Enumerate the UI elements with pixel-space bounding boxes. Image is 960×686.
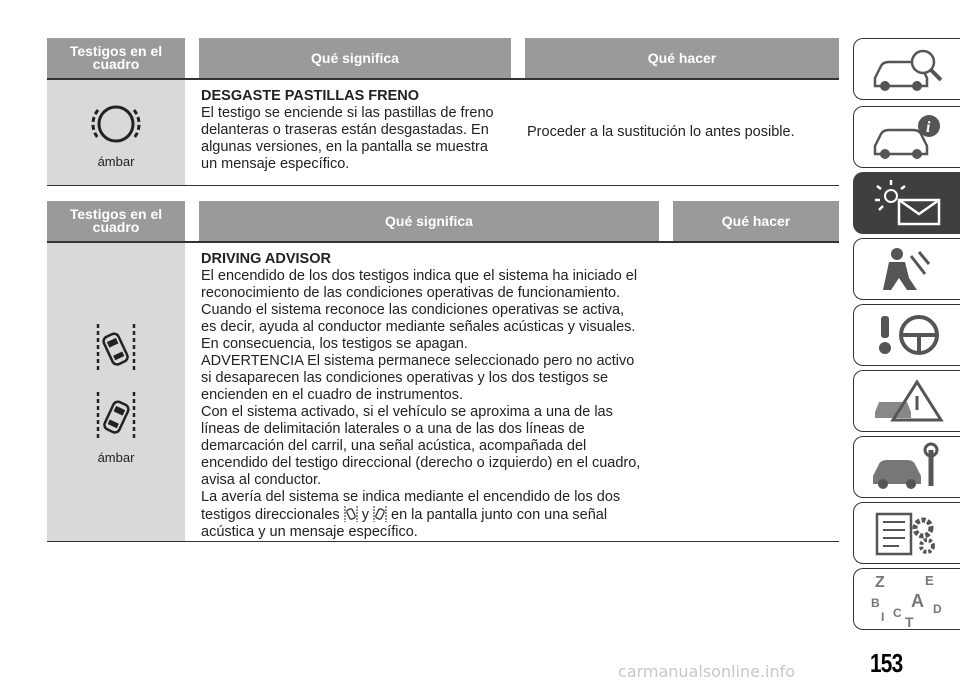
- tab-car-info[interactable]: [853, 106, 960, 168]
- tab-starting-driving[interactable]: [853, 304, 960, 366]
- tab-technical-data[interactable]: [853, 502, 960, 564]
- header-meaning: Qué significa: [199, 201, 659, 241]
- technical-data-icon: [867, 508, 947, 558]
- car-knowledge-icon: [867, 44, 947, 94]
- tab-safety[interactable]: [853, 238, 960, 300]
- icon-cell: [47, 80, 185, 185]
- icon-color-label: ámbar: [97, 449, 135, 465]
- safety-icon: [867, 244, 947, 294]
- header-warning-lights: Testigos en el cuadro: [47, 201, 185, 241]
- tab-car-knowledge[interactable]: [853, 38, 960, 100]
- action-cell: [511, 80, 839, 185]
- lane-departure-left-icon: [88, 320, 144, 376]
- warning-title: DRIVING ADVISOR: [201, 251, 331, 267]
- index-letter: B: [871, 596, 880, 610]
- lane-right-inline-icon: [373, 506, 387, 522]
- table-row: [47, 243, 839, 541]
- header-warning-lights: Testigos en el cuadro: [47, 38, 185, 78]
- emergency-icon: [867, 376, 947, 426]
- table-header: [47, 38, 839, 78]
- index-icon: [867, 571, 947, 627]
- header-action: Qué hacer: [673, 201, 839, 241]
- warning-title: DESGASTE PASTILLAS FRENO: [201, 88, 420, 104]
- index-letter: T: [905, 614, 914, 627]
- maintenance-icon: [867, 442, 947, 492]
- tab-index[interactable]: [853, 568, 960, 630]
- index-letter: E: [925, 573, 934, 588]
- conjunction: y: [361, 507, 369, 523]
- lane-left-inline-icon: [344, 506, 358, 522]
- meaning-cell: [185, 80, 511, 185]
- icon-cell: [47, 243, 185, 541]
- tab-maintenance[interactable]: [853, 436, 960, 498]
- tab-emergency[interactable]: [853, 370, 960, 432]
- paragraph: Con el sistema activado, si el vehículo se aproxima a una de las líneas de delimitación laterales o a una de las dos líneas de demarcación del carril, una señal acústica, acompañada del encendido del testigo direccional (derecho o izquierdo) en el cuadro, avisa al conductor.: [201, 404, 641, 488]
- paragraph: [201, 489, 643, 541]
- index-letter: C: [893, 606, 902, 620]
- index-letter: Z: [875, 574, 885, 591]
- svg-text:i: i: [926, 119, 931, 136]
- meaning-cell: [185, 243, 659, 541]
- warning-lights-icon: [867, 178, 947, 228]
- brake-pad-wear-icon: [88, 96, 144, 152]
- fault-text-start: La avería del sistema se indica mediante el encendido de los dos testigos direccionales: [201, 489, 621, 523]
- action-cell: [659, 243, 839, 541]
- warning-table-driving-advisor: [47, 201, 839, 542]
- fault-text-end: en la pantalla junto con una señal acústica y un mensaje específico.: [201, 507, 608, 540]
- tab-warning-lights[interactable]: [853, 172, 960, 234]
- paragraph: ADVERTENCIA El sistema permanece seleccionado pero no activo si desaparecen las condiciones operativas y los dos testigos se encienden en el cuadro de instrumentos.: [201, 353, 635, 403]
- lane-departure-right-icon: [88, 388, 144, 444]
- table-header: [47, 201, 839, 241]
- starting-driving-icon: [867, 310, 947, 360]
- header-meaning: Qué significa: [199, 38, 511, 78]
- index-letter: D: [933, 602, 942, 616]
- car-info-icon: [867, 112, 947, 162]
- paragraph: El encendido de los dos testigos indica que el sistema ha iniciado el reconocimiento de las condiciones operativas de funcionamiento.: [201, 268, 638, 301]
- warning-table-brake-pads: [47, 38, 839, 186]
- index-letter: A: [911, 591, 924, 611]
- index-letter: I: [881, 610, 885, 624]
- watermark: carmanualsonline.info: [618, 662, 796, 681]
- warning-description: El testigo se enciende si las pastillas de freno delanteras o traseras están desgastadas. En algunas versiones, en la pantalla se muestra un mensaje específico.: [201, 105, 494, 172]
- warning-action: Proceder a la sustitución lo antes posible.: [527, 124, 795, 140]
- icon-color-label: ámbar: [97, 154, 135, 169]
- table-row: [47, 80, 839, 185]
- header-action: Qué hacer: [525, 38, 839, 78]
- paragraph: Cuando el sistema reconoce las condiciones operativas se activa, es decir, ayuda al conductor mediante señales acústicas y visuales. En consecuencia, los testigos se apagan.: [201, 302, 636, 352]
- page-number: 153: [870, 648, 903, 678]
